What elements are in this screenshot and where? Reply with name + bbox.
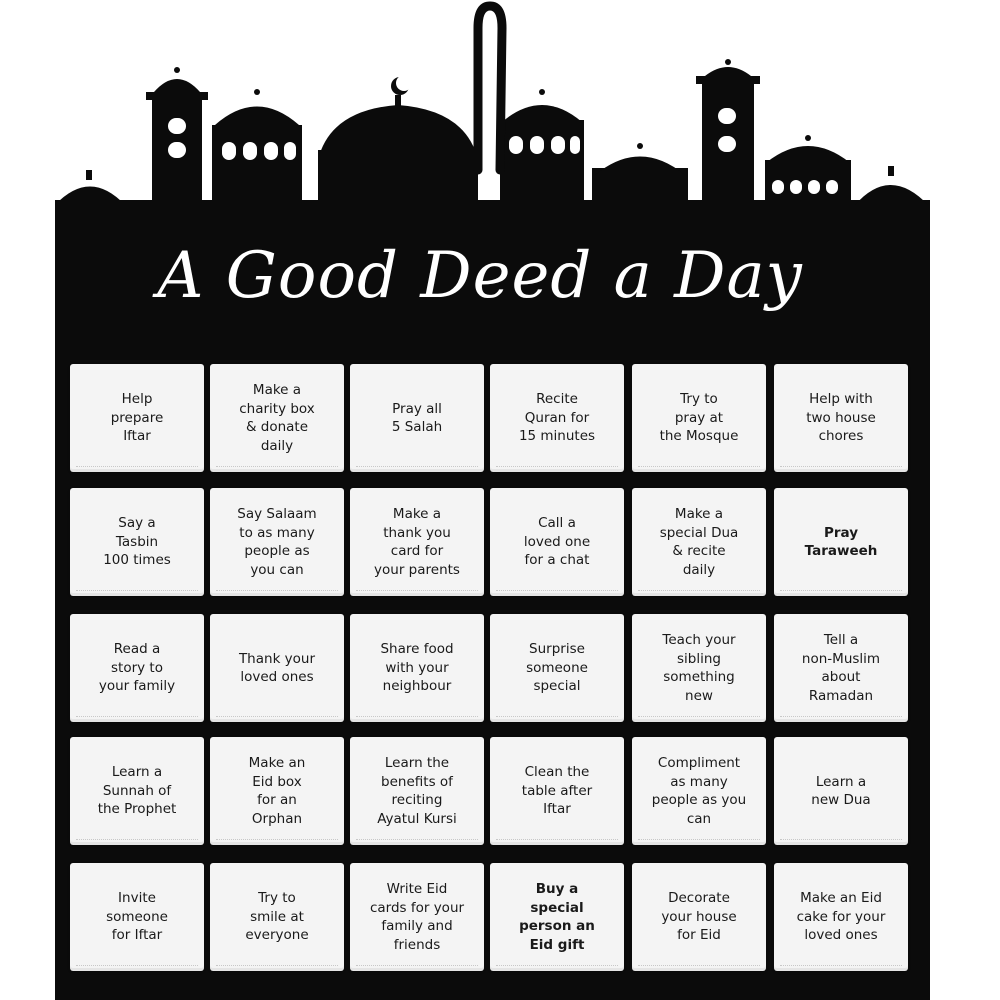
deed-card [350,614,484,722]
deed-card-text: Surprise someone special [526,641,588,695]
deed-card [490,737,624,845]
deed-card [632,488,766,596]
deed-card [210,863,344,971]
deed-card [70,737,204,845]
deed-card-text: Make an Eid box for an Orphan [248,755,306,827]
hanging-ribbon [478,6,502,170]
deed-card [774,488,908,596]
deed-card-text: Help with two house chores [806,391,876,445]
deed-card-text: Make a special Dua & recite daily [659,506,739,578]
deed-card [70,488,204,596]
deed-card-text: Learn the benefits of reciting Ayatul Kursi [377,755,457,827]
deed-card [210,737,344,845]
deed-card-text: Share food with your neighbour [380,641,454,695]
deed-card-text: Tell a non-Muslim about Ramadan [801,632,881,704]
deed-card-text: Help prepare Iftar [110,391,164,445]
deed-card [774,863,908,971]
deed-card [774,737,908,845]
deed-card [490,614,624,722]
deed-card-text: Make an Eid cake for your loved ones [796,890,886,944]
deed-card [350,863,484,971]
deed-card [350,737,484,845]
deed-card-text: Say a Tasbin 100 times [103,515,171,569]
deed-card [350,488,484,596]
deed-card [70,614,204,722]
deed-card [70,364,204,472]
deed-card [210,488,344,596]
deed-card-text: Make a thank you card for your parents [374,506,460,578]
deed-card-text: Thank your loved ones [238,650,316,685]
deed-card-text: Make a charity box & donate daily [239,382,315,454]
deed-card [490,488,624,596]
deed-card-text: Write Eid cards for your family and friends [369,881,465,953]
deed-card-text: Call a loved one for a chat [523,515,591,569]
deed-card-text: Pray all 5 Salah [391,400,443,435]
deed-card [490,863,624,971]
deed-card-text: Try to smile at everyone [245,890,309,944]
deed-card-text: Decorate your house for Eid [661,890,737,944]
deed-card [632,364,766,472]
deed-card [632,863,766,971]
deed-card [350,364,484,472]
deed-card-text: Buy a special person an Eid gift [519,881,595,953]
deed-card [210,614,344,722]
deed-card [774,364,908,472]
deed-card-text: Teach your sibling something new [662,632,736,704]
deed-card-text: Recite Quran for 15 minutes [518,391,596,445]
deed-card-text: Read a story to your family [98,641,176,695]
deed-card-text: Learn a new Dua [811,773,871,808]
deed-card-text: Clean the table after Iftar [521,764,593,818]
deed-card [632,737,766,845]
calendar-title: A Good Deed a Day [157,239,803,313]
deed-card-text: Try to pray at the Mosque [659,391,739,445]
deed-card-text: Pray Taraweeh [804,524,878,559]
deed-card [70,863,204,971]
deed-card [210,364,344,472]
deed-card [632,614,766,722]
deed-card-text: Say Salaam to as many people as you can [237,506,317,578]
deed-card [490,364,624,472]
deed-card-text: Invite someone for Iftar [106,890,168,944]
deed-card-text: Compliment as many people as you can [651,755,747,827]
deed-card [774,614,908,722]
deed-card-text: Learn a Sunnah of the Prophet [97,764,177,818]
